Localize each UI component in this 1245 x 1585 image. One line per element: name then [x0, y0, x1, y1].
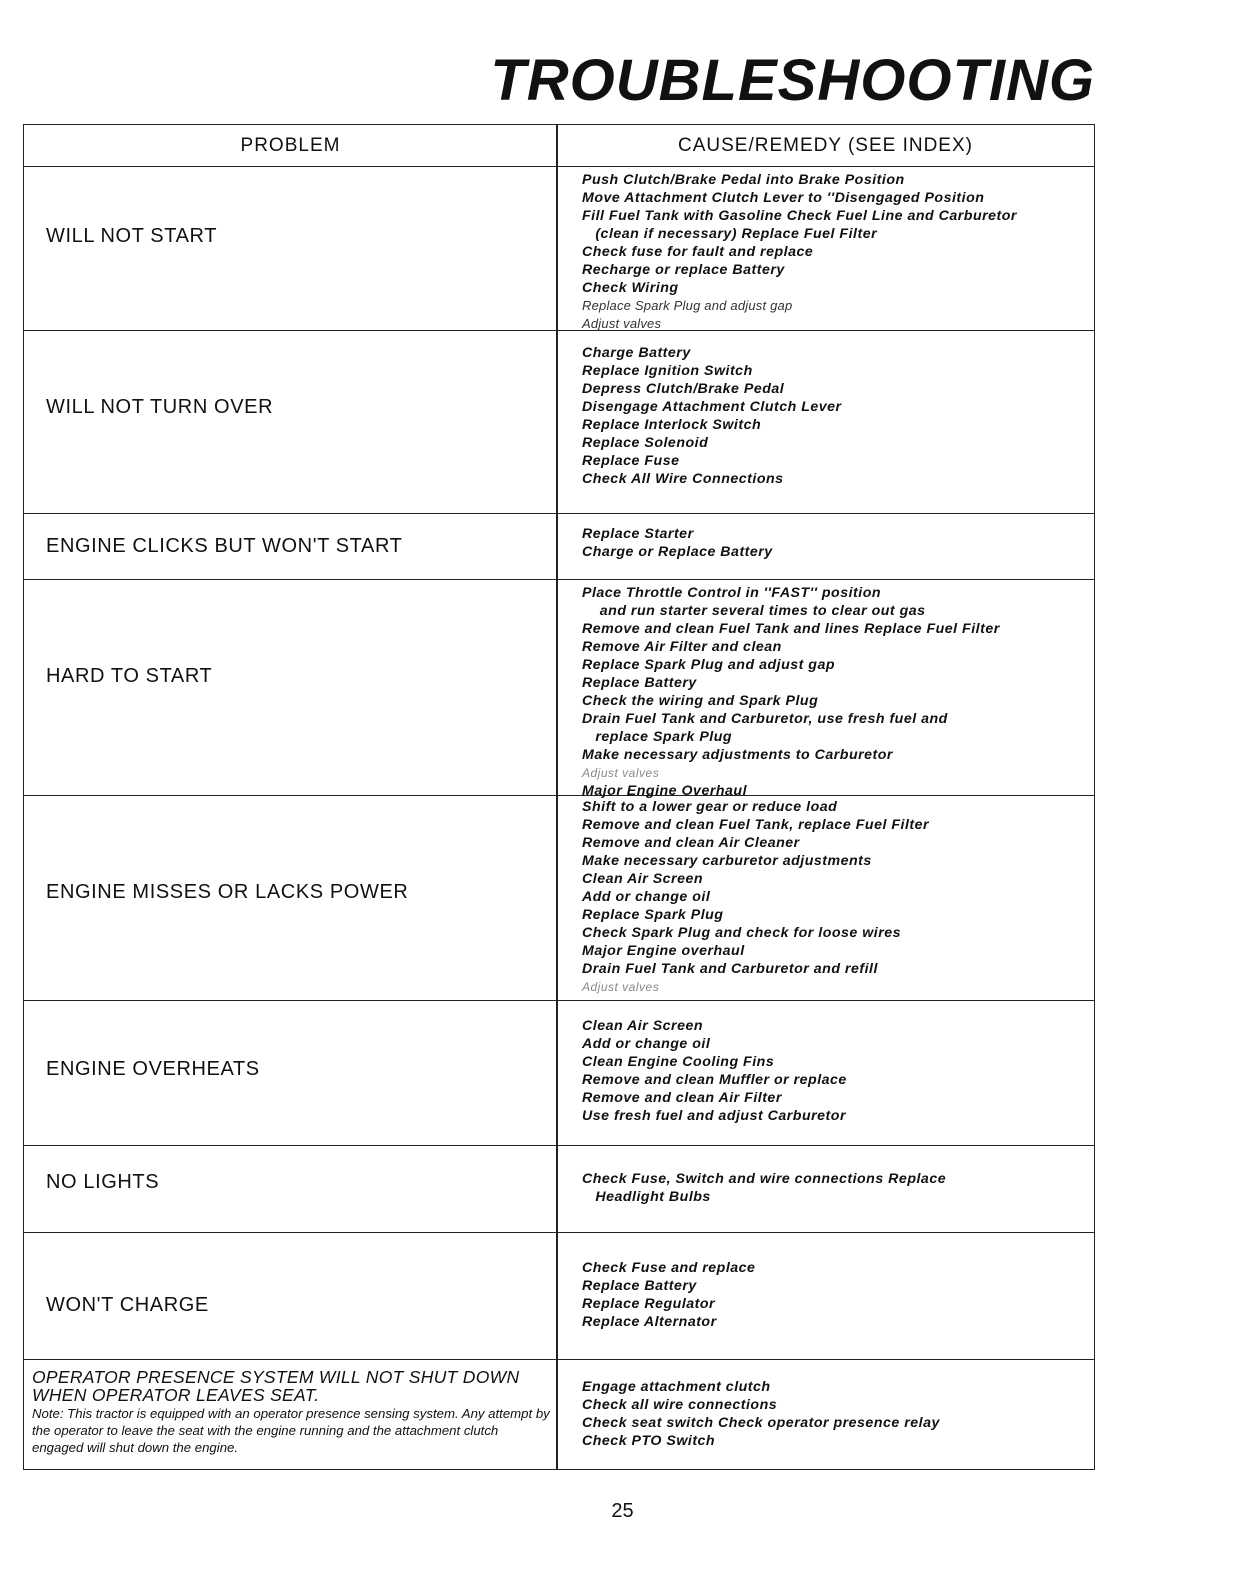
- remedy-item: Check Spark Plug and check for loose wires: [582, 925, 902, 941]
- remedy-item: Adjust valves: [582, 980, 660, 994]
- remedy-item: Major Engine Overhaul: [582, 783, 748, 799]
- remedy-item: Headlight Bulbs: [582, 1189, 711, 1205]
- remedy-item: Adjust valves: [582, 766, 660, 780]
- remedy-item: Adjust valves: [582, 316, 662, 331]
- remedy-item: Clean Air Screen: [582, 1018, 704, 1034]
- remedy-item: Check all wire connections: [582, 1397, 778, 1413]
- page-number: 25: [611, 1500, 634, 1522]
- remedy-list: [582, 344, 1092, 488]
- problem-label: ENGINE MISSES OR LACKS POWER: [46, 881, 409, 903]
- remedy-item: Charge or Replace Battery: [582, 544, 773, 560]
- remedy-item: replace Spark Plug: [582, 729, 733, 745]
- remedy-item: Depress Clutch/Brake Pedal: [582, 381, 785, 397]
- remedy-item: Use fresh fuel and adjust Carburetor: [582, 1108, 846, 1124]
- remedy-list: [582, 584, 1092, 800]
- cause-remedy-column-header: CAUSE/REMEDY (SEE INDEX): [678, 135, 973, 156]
- table-row-operator-presence: [24, 1360, 1094, 1469]
- table-row-engine-overheats: [24, 1001, 1094, 1146]
- remedy-list: [582, 1170, 1092, 1206]
- remedy-list: [582, 171, 1092, 333]
- problem-label: ENGINE OVERHEATS: [46, 1058, 260, 1080]
- remedy-item: Check All Wire Connections: [582, 471, 784, 487]
- remedy-item: Replace Alternator: [582, 1314, 717, 1330]
- remedy-item: Add or change oil: [582, 889, 711, 905]
- problem-note: Note: This tractor is equipped with an operator presence sensing system. Any attempt by the operator to leave the seat with the engine running and the attachment clutch engaged will shut down the engine.: [32, 1406, 550, 1455]
- remedy-item: Replace Interlock Switch: [582, 417, 762, 433]
- remedy-item: Fill Fuel Tank with Gasoline Check Fuel Line and Carburetor: [582, 208, 1017, 224]
- problem-column-header: PROBLEM: [240, 135, 341, 156]
- remedy-item: (clean if necessary) Replace Fuel Filter: [582, 226, 878, 242]
- remedy-item: Replace Battery: [582, 675, 697, 691]
- remedy-item: Push Clutch/Brake Pedal into Brake Position: [582, 172, 905, 188]
- remedy-item: Replace Fuse: [582, 453, 680, 469]
- problem-label: WON'T CHARGE: [46, 1294, 209, 1316]
- remedy-item: Replace Solenoid: [582, 435, 709, 451]
- remedy-item: Replace Spark Plug: [582, 907, 724, 923]
- table-row-hard-to-start: [24, 580, 1094, 799]
- problem-label: NO LIGHTS: [46, 1171, 160, 1193]
- remedy-item: Major Engine overhaul: [582, 943, 745, 959]
- table-header-row: [24, 125, 1094, 167]
- remedy-item: Drain Fuel Tank and Carburetor and refill: [582, 961, 878, 977]
- remedy-list: [582, 525, 1092, 561]
- remedy-item: Check Fuse, Switch and wire connections Replace: [582, 1171, 947, 1187]
- remedy-item: Replace Spark Plug and adjust gap: [582, 657, 836, 673]
- problem-label: ENGINE CLICKS BUT WON'T START: [46, 535, 403, 557]
- problem-label: OPERATOR PRESENCE SYSTEM WILL NOT SHUT DOWN WHEN OPERATOR LEAVES SEAT.: [32, 1367, 520, 1405]
- problem-label: WILL NOT TURN OVER: [46, 396, 274, 418]
- remedy-item: Shift to a lower gear or reduce load: [582, 799, 838, 815]
- table-row-engine-clicks: [24, 514, 1094, 580]
- troubleshooting-table: [23, 124, 1095, 1470]
- remedy-item: Make necessary adjustments to Carburetor: [582, 747, 893, 763]
- remedy-list: [582, 798, 1092, 996]
- remedy-item: Move Attachment Clutch Lever to ''Disengaged Position: [582, 190, 985, 206]
- remedy-item: Replace Spark Plug and adjust gap: [582, 298, 793, 313]
- remedy-item: Clean Air Screen: [582, 871, 704, 887]
- remedy-item: Check the wiring and Spark Plug: [582, 693, 819, 709]
- remedy-item: Check Fuse and replace: [582, 1260, 756, 1276]
- remedy-item: Replace Regulator: [582, 1296, 716, 1312]
- page-title: TROUBLESHOOTING: [490, 48, 1095, 113]
- table-row-will-not-start: [24, 167, 1094, 331]
- remedy-item: Remove and clean Fuel Tank, replace Fuel Filter: [582, 817, 930, 833]
- remedy-item: Place Throttle Control in ''FAST'' position: [582, 585, 882, 601]
- remedy-item: Replace Ignition Switch: [582, 363, 753, 379]
- remedy-item: Replace Starter: [582, 526, 694, 542]
- table-row-will-not-turn-over: [24, 331, 1094, 514]
- remedy-item: Engage attachment clutch: [582, 1379, 771, 1395]
- remedy-list: [582, 1378, 1092, 1450]
- remedy-list: [582, 1017, 1092, 1125]
- remedy-item: Remove and clean Muffler or replace: [582, 1072, 847, 1088]
- remedy-item: Make necessary carburetor adjustments: [582, 853, 872, 869]
- remedy-item: Remove and clean Fuel Tank and lines Replace Fuel Filter: [582, 621, 1000, 637]
- remedy-item: Drain Fuel Tank and Carburetor, use fresh fuel and: [582, 711, 948, 727]
- remedy-item: Add or change oil: [582, 1036, 711, 1052]
- table-row-no-lights: [24, 1146, 1094, 1233]
- problem-label: HARD TO START: [46, 665, 213, 687]
- remedy-item: Check PTO Switch: [582, 1433, 716, 1449]
- remedy-item: Check fuse for fault and replace: [582, 244, 814, 260]
- problem-label: WILL NOT START: [46, 225, 218, 247]
- remedy-item: and run starter several times to clear out gas: [582, 603, 926, 619]
- remedy-item: Check Wiring: [582, 280, 679, 296]
- remedy-item: Remove and clean Air Cleaner: [582, 835, 800, 851]
- remedy-item: Disengage Attachment Clutch Lever: [582, 399, 842, 415]
- remedy-item: Charge Battery: [582, 345, 691, 361]
- remedy-item: Check seat switch Check operator presence relay: [582, 1415, 940, 1431]
- remedy-item: Remove and clean Air Filter: [582, 1090, 782, 1106]
- remedy-item: Recharge or replace Battery: [582, 262, 785, 278]
- remedy-list: [582, 1259, 1092, 1331]
- remedy-item: Replace Battery: [582, 1278, 697, 1294]
- remedy-item: Remove Air Filter and clean: [582, 639, 782, 655]
- table-row-wont-charge: [24, 1233, 1094, 1360]
- table-row-engine-misses: [24, 796, 1094, 1001]
- remedy-item: Clean Engine Cooling Fins: [582, 1054, 775, 1070]
